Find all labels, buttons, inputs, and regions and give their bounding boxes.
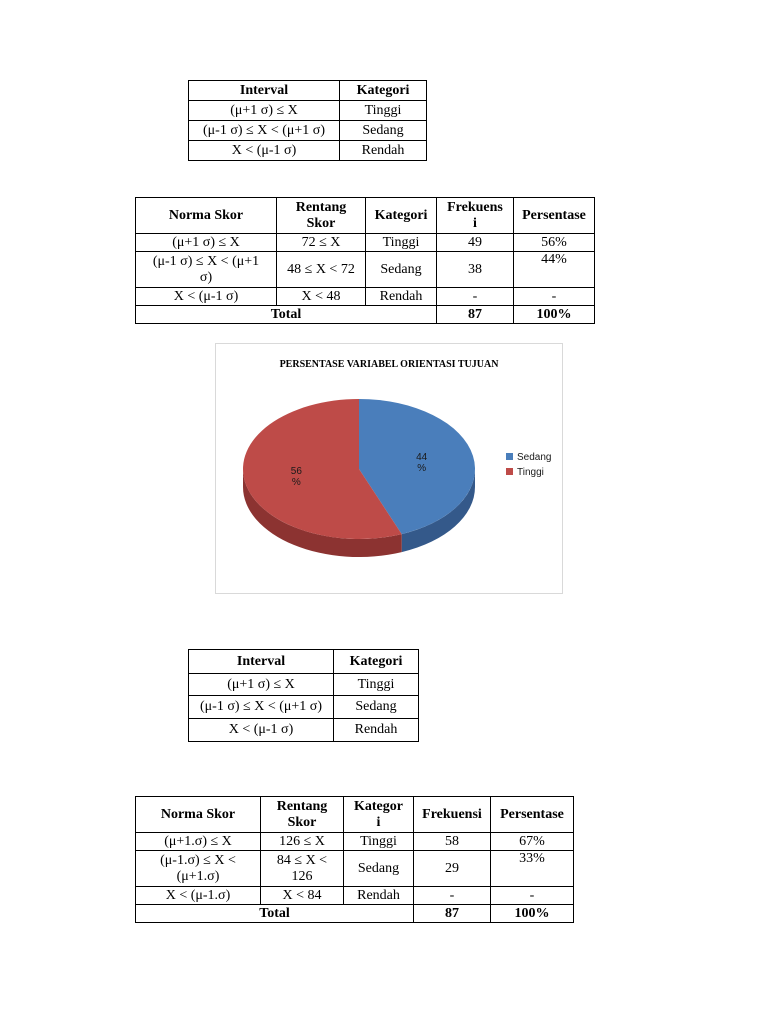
header-kategori: Kategori <box>334 650 419 674</box>
header-frekuensi: Frekuensi <box>414 797 491 833</box>
cell-kategori: Rendah <box>340 141 427 161</box>
cell-persentase: 56% <box>514 234 595 252</box>
cell-persentase: 33% <box>491 851 574 887</box>
cell-kategori: Rendah <box>366 288 437 306</box>
legend-swatch-sedang <box>506 453 513 460</box>
cell-norma: (μ-1.σ) ≤ X < (μ+1.σ) <box>136 851 261 887</box>
cell-interval: (μ-1 σ) ≤ X < (μ+1 σ) <box>189 121 340 141</box>
cell-norma: (μ+1.σ) ≤ X <box>136 833 261 851</box>
header-kategori: Kategori <box>366 198 437 234</box>
header-interval: Interval <box>189 650 334 674</box>
cell-norma: X < (μ-1 σ) <box>136 288 277 306</box>
cell-rentang: 72 ≤ X <box>277 234 366 252</box>
pie-data-label: 56 % <box>290 466 302 489</box>
header-persentase: Persentase <box>514 198 595 234</box>
cell-kategori: Rendah <box>344 887 414 905</box>
header-interval: Interval <box>189 81 340 101</box>
header-kategori: Kategori <box>340 81 427 101</box>
norma-skor-table-2 <box>135 796 574 923</box>
chart-title: PERSENTASE VARIABEL ORIENTASI TUJUAN <box>279 359 499 370</box>
cell-kategori: Sedang <box>340 121 427 141</box>
cell-kategori: Rendah <box>334 719 419 742</box>
cell-interval: (μ+1 σ) ≤ X <box>189 674 334 696</box>
cell-rentang: X < 48 <box>277 288 366 306</box>
cell-persentase: 44% <box>514 252 595 288</box>
cell-kategori: Tinggi <box>366 234 437 252</box>
cell-frekuensi: - <box>414 887 491 905</box>
cell-frekuensi: 58 <box>414 833 491 851</box>
total-persentase: 100% <box>491 905 574 923</box>
cell-frekuensi: - <box>437 288 514 306</box>
cell-interval: X < (μ-1 σ) <box>189 719 334 742</box>
norma-skor-table-1 <box>135 197 595 324</box>
cell-norma: (μ+1 σ) ≤ X <box>136 234 277 252</box>
total-label: Total <box>136 306 437 324</box>
legend-label-tinggi: Tinggi <box>517 467 544 478</box>
cell-rentang: X < 84 <box>261 887 344 905</box>
header-rentang-skor: Rentang Skor <box>261 797 344 833</box>
header-frekuensi: Frekuens i <box>437 198 514 234</box>
total-frekuensi: 87 <box>414 905 491 923</box>
cell-interval: (μ-1 σ) ≤ X < (μ+1 σ) <box>189 696 334 719</box>
header-norma-skor: Norma Skor <box>136 198 277 234</box>
interval-table-1 <box>188 80 427 161</box>
header-norma-skor: Norma Skor <box>136 797 261 833</box>
cell-norma: (μ-1 σ) ≤ X < (μ+1 σ) <box>136 252 277 288</box>
header-kategori: Kategor i <box>344 797 414 833</box>
cell-kategori: Sedang <box>344 851 414 887</box>
cell-kategori: Sedang <box>334 696 419 719</box>
cell-kategori: Tinggi <box>340 101 427 121</box>
legend-swatch-tinggi <box>506 468 513 475</box>
cell-interval: (μ+1 σ) ≤ X <box>189 101 340 121</box>
header-persentase: Persentase <box>491 797 574 833</box>
cell-persentase: - <box>514 288 595 306</box>
header-rentang-skor: Rentang Skor <box>277 198 366 234</box>
cell-frekuensi: 38 <box>437 252 514 288</box>
pie-chart <box>215 343 563 594</box>
cell-kategori: Sedang <box>366 252 437 288</box>
interval-table-2 <box>188 649 419 742</box>
total-frekuensi: 87 <box>437 306 514 324</box>
cell-kategori: Tinggi <box>344 833 414 851</box>
cell-kategori: Tinggi <box>334 674 419 696</box>
cell-frekuensi: 29 <box>414 851 491 887</box>
cell-rentang: 48 ≤ X < 72 <box>277 252 366 288</box>
pie-chart-svg <box>216 344 562 593</box>
cell-frekuensi: 49 <box>437 234 514 252</box>
cell-interval: X < (μ-1 σ) <box>189 141 340 161</box>
cell-rentang: 126 ≤ X <box>261 833 344 851</box>
cell-persentase: 67% <box>491 833 574 851</box>
total-persentase: 100% <box>514 306 595 324</box>
cell-persentase: - <box>491 887 574 905</box>
pie-data-label: 44 % <box>416 451 428 474</box>
total-label: Total <box>136 905 414 923</box>
cell-norma: X < (μ-1.σ) <box>136 887 261 905</box>
cell-rentang: 84 ≤ X < 126 <box>261 851 344 887</box>
legend-label-sedang: Sedang <box>517 452 552 463</box>
